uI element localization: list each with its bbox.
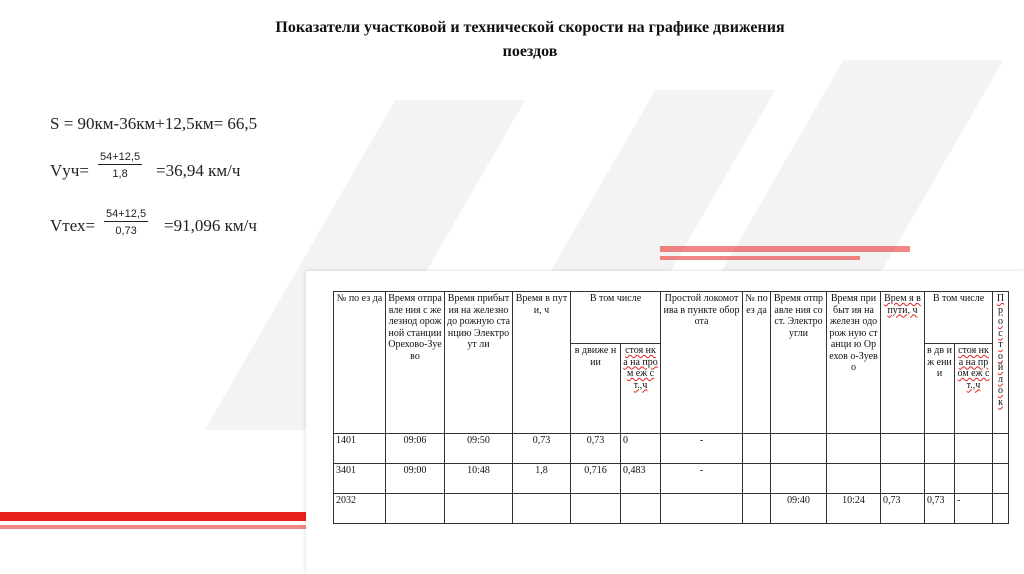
cell-motion-2 xyxy=(925,434,955,464)
cell-stop: 0,483 xyxy=(621,464,661,494)
schedule-table-panel xyxy=(306,271,1024,574)
cell-stop: 0 xyxy=(621,434,661,464)
red-accent-bar xyxy=(0,525,306,529)
header-train-no: № по ез да xyxy=(334,292,386,434)
cell-train-2 xyxy=(743,434,771,464)
cell-motion xyxy=(571,494,621,524)
header-stops xyxy=(621,344,661,434)
cell-travel-2 xyxy=(881,434,925,464)
cell-arrival-2: 10:24 xyxy=(827,494,881,524)
header-stops-2 xyxy=(955,344,993,434)
cell-train-2 xyxy=(743,464,771,494)
cell-motion: 0,716 xyxy=(571,464,621,494)
header-train-no-2: № по ез да xyxy=(743,292,771,434)
header-stops-2-text: стоя нка на пром еж ст.,ч xyxy=(957,345,990,391)
header-arrival-time-2: Время прибыт ия на железн одорож ную станци ю Орехов о-Зуево xyxy=(827,292,881,434)
cell-stop-2 xyxy=(955,434,993,464)
cell-departure: 09:06 xyxy=(386,434,445,464)
cell-train: 2032 xyxy=(334,494,386,524)
cell-idle xyxy=(661,494,743,524)
formula-v-tex-numerator: 54+12,5 xyxy=(106,208,147,220)
cell-departure xyxy=(386,494,445,524)
header-loco-idle-2 xyxy=(993,292,1009,434)
cell-train: 3401 xyxy=(334,464,386,494)
train-speed-table xyxy=(333,291,1009,524)
cell-travel-2 xyxy=(881,464,925,494)
cell-train: 1401 xyxy=(334,434,386,464)
cell-train-2 xyxy=(743,494,771,524)
header-travel-time-2 xyxy=(881,292,925,434)
cell-travel: 1,8 xyxy=(513,464,571,494)
red-accent-bar xyxy=(660,256,860,260)
cell-stop-2: - xyxy=(955,494,993,524)
cell-idle-2 xyxy=(993,434,1009,464)
header-arrival-time: Время прибытия на железнодо рожную станцию Электроут ли xyxy=(445,292,513,434)
header-in-motion: в движе нии xyxy=(571,344,621,434)
header-in-motion-2: в дв иж ени и xyxy=(925,344,955,434)
cell-idle-2 xyxy=(993,464,1009,494)
cell-arrival-2 xyxy=(827,434,881,464)
header-travel-time-2-text: Врем я в пути, ч xyxy=(884,293,921,316)
cell-motion-2 xyxy=(925,464,955,494)
cell-stop-2 xyxy=(955,464,993,494)
table-row xyxy=(334,464,1009,494)
cell-travel-2: 0,73 xyxy=(881,494,925,524)
formula-v-tex-fraction xyxy=(104,208,148,237)
cell-motion: 0,73 xyxy=(571,434,621,464)
formula-v-tex-prefix: Vтех= xyxy=(50,216,96,235)
page-title xyxy=(150,16,910,64)
cell-idle: - xyxy=(661,464,743,494)
header-stops-text: стоя нка на пром еж ст.,ч xyxy=(623,345,658,391)
table-row xyxy=(334,494,1009,524)
formula-v-uch-result: =36,94 км/ч xyxy=(156,161,241,180)
cell-stop xyxy=(621,494,661,524)
cell-travel xyxy=(513,494,571,524)
formula-v-uch-prefix: Vуч= xyxy=(50,161,89,180)
header-loco-idle: Простой локомотива в пункте оборота xyxy=(661,292,743,434)
cell-arrival xyxy=(445,494,513,524)
cell-idle-2 xyxy=(993,494,1009,524)
header-departure-time-2: Время отправле ния со ст. Электро угли xyxy=(771,292,827,434)
red-accent-bar xyxy=(0,512,306,521)
header-including: В том числе xyxy=(571,292,661,344)
header-departure-time: Время отправле ния с железнод орожной станции Орехово-Зуево xyxy=(386,292,445,434)
cell-arrival: 10:48 xyxy=(445,464,513,494)
formula-s: S = 90км-36км+12,5км= 66,5 xyxy=(50,114,258,133)
formula-v-uch-denominator: 1,8 xyxy=(112,168,128,180)
cell-departure-2 xyxy=(771,434,827,464)
cell-departure-2 xyxy=(771,464,827,494)
cell-arrival-2 xyxy=(827,464,881,494)
cell-travel: 0,73 xyxy=(513,434,571,464)
title-line-1: Показатели участковой и технической скорости на графике движения xyxy=(275,19,785,36)
table-row xyxy=(334,434,1009,464)
formula-v-tex-result: =91,096 км/ч xyxy=(164,216,257,235)
cell-departure-2: 09:40 xyxy=(771,494,827,524)
formula-v-uch-numerator: 54+12,5 xyxy=(100,151,141,163)
cell-motion-2: 0,73 xyxy=(925,494,955,524)
formula-v-tex-denominator: 0,73 xyxy=(115,225,137,237)
red-accent-bar xyxy=(660,246,910,252)
header-travel-time: Время в пути, ч xyxy=(513,292,571,434)
formula-v-uch-fraction xyxy=(98,151,142,180)
cell-idle: - xyxy=(661,434,743,464)
title-line-2: поездов xyxy=(502,43,558,60)
header-including-2: В том числе xyxy=(925,292,993,344)
header-loco-idle-2-text: Пр о с т о й л о к xyxy=(996,293,1005,408)
cell-arrival: 09:50 xyxy=(445,434,513,464)
cell-departure: 09:00 xyxy=(386,464,445,494)
